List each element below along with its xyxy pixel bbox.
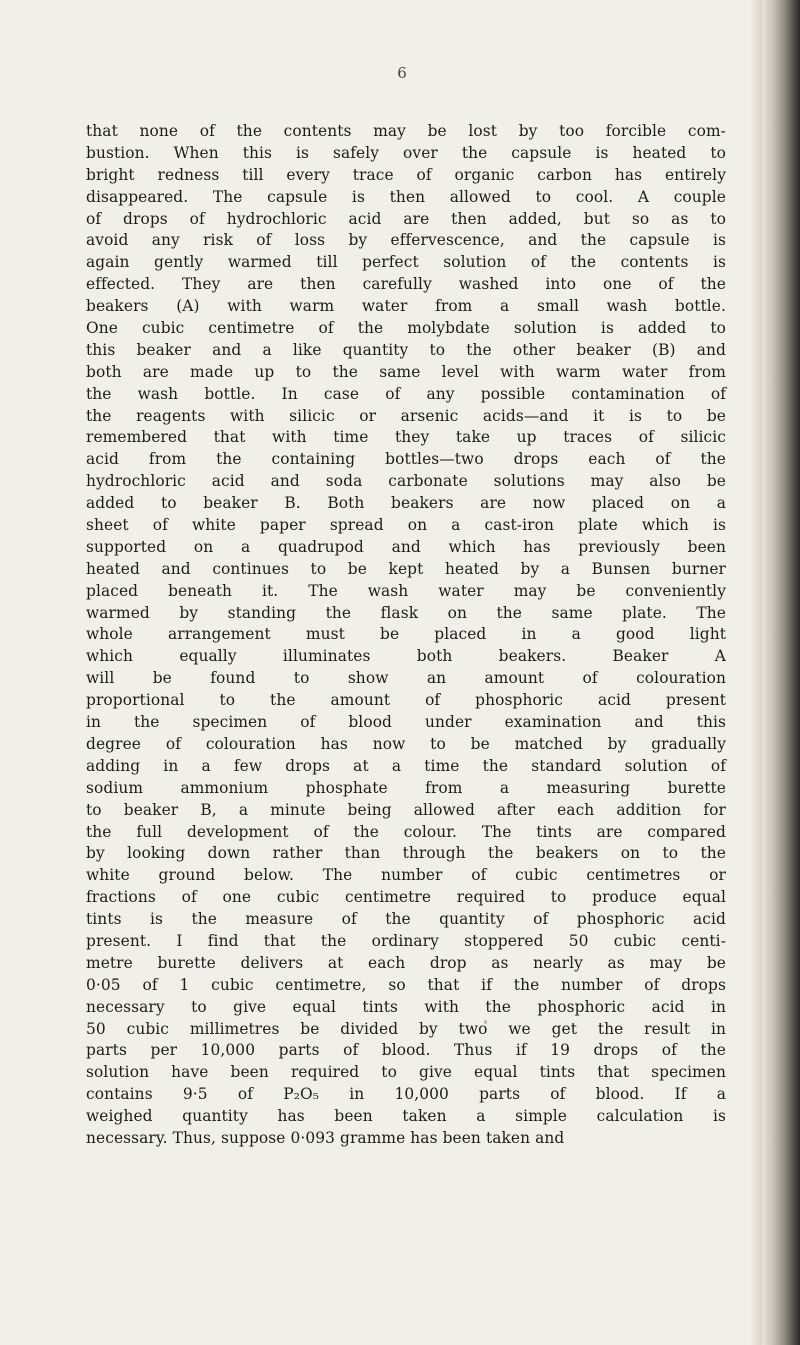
text-line: in the specimen of blood under examination and this xyxy=(86,713,726,732)
text-line: added to beaker B. Both beakers are now placed on a xyxy=(86,494,726,513)
text-line: which equally illuminates both beakers. Beaker A xyxy=(86,647,726,666)
text-line: 50 cubic millimetres be divided by two we get the result in xyxy=(86,1019,726,1038)
text-line: hydrochloric acid and soda carbonate solutions may also be xyxy=(86,472,726,491)
text-line: present. I find that the ordinary stoppered 50 cubic centi- xyxy=(86,931,726,950)
text-line: to beaker B, a minute being allowed after each addition for xyxy=(86,800,726,819)
text-line: warmed by standing the flask on the same plate. The xyxy=(86,603,726,622)
text-line: necessary. Thus, suppose 0·093 gramme has been taken and xyxy=(86,1128,565,1147)
text-line: solution have been required to give equal tints that specimen xyxy=(86,1063,726,1082)
text-line: avoid any risk of loss by effervescence, and the capsule is xyxy=(86,231,726,250)
body-text xyxy=(86,121,726,1150)
text-line: effected. They are then carefully washed into one of the xyxy=(86,275,726,294)
text-line: the full development of the colour. The tints are compared xyxy=(86,822,726,841)
text-line: necessary to give equal tints with the phosphoric acid in xyxy=(86,997,726,1016)
text-line: supported on a quadrupod and which has previously been xyxy=(86,537,726,556)
text-line: One cubic centimetre of the molybdate solution is added to xyxy=(86,319,726,338)
text-line: will be found to show an amount of colouration xyxy=(86,669,726,688)
text-line: adding in a few drops at a time the standard solution of xyxy=(86,756,726,775)
text-line: beakers (A) with warm water from a small wash bottle. xyxy=(86,297,726,316)
text-line: 0·05 of 1 cubic centimetre, so that if the number of drops xyxy=(86,975,726,994)
text-line: disappeared. The capsule is then allowed to cool. A couple xyxy=(86,187,726,206)
binding-shadow xyxy=(750,0,762,1345)
text-line: parts per 10,000 parts of blood. Thus if 19 drops of the xyxy=(86,1041,726,1060)
text-line: whole arrangement must be placed in a good light xyxy=(86,625,726,644)
text-line: remembered that with time they take up traces of silicic xyxy=(86,428,726,447)
text-line: white ground below. The number of cubic centimetres or xyxy=(86,866,726,885)
text-line: that none of the contents may be lost by too forcible com- xyxy=(86,122,726,140)
book-binding-edge xyxy=(762,0,800,1345)
text-line: sodium ammonium phosphate from a measuring burette xyxy=(86,778,726,797)
text-line: both are made up to the same level with warm water from xyxy=(86,362,726,381)
text-line: metre burette delivers at each drop as nearly as may be xyxy=(86,953,726,972)
text-line: proportional to the amount of phosphoric acid present xyxy=(86,691,726,710)
text-line: fractions of one cubic centimetre required to produce equal xyxy=(86,888,726,907)
text-line: placed beneath it. The wash water may be conveniently xyxy=(86,581,726,600)
text-line: bustion. When this is safely over the capsule is heated to xyxy=(86,143,726,162)
text-line: bright redness till every trace of organic carbon has entirely xyxy=(86,165,726,184)
text-line: of drops of hydrochloric acid are then added, but so as to xyxy=(86,209,726,228)
text-line: the reagents with silicic or arsenic acids—and it is to be xyxy=(86,406,726,425)
text-line: acid from the containing bottles—two drops each of the xyxy=(86,450,726,469)
text-line: degree of colouration has now to be matched by gradually xyxy=(86,734,726,753)
page-number: 6 xyxy=(397,64,407,82)
text-line: again gently warmed till perfect solution of the contents is xyxy=(86,253,726,272)
text-line: heated and continues to be kept heated by a Bunsen burner xyxy=(86,559,726,578)
text-line: sheet of white paper spread on a cast-iron plate which is xyxy=(86,516,726,535)
text-line: the wash bottle. In case of any possible contamination of xyxy=(86,384,726,403)
text-line: weighed quantity has been taken a simple calculation is xyxy=(86,1107,726,1126)
text-line: this beaker and a like quantity to the other beaker (B) and xyxy=(86,340,726,359)
text-line: contains 9·5 of P₂O₅ in 10,000 parts of blood. If a xyxy=(86,1085,726,1104)
text-line: tints is the measure of the quantity of phosphoric acid xyxy=(86,910,726,929)
text-line: by looking down rather than through the beakers on to the xyxy=(86,844,726,863)
